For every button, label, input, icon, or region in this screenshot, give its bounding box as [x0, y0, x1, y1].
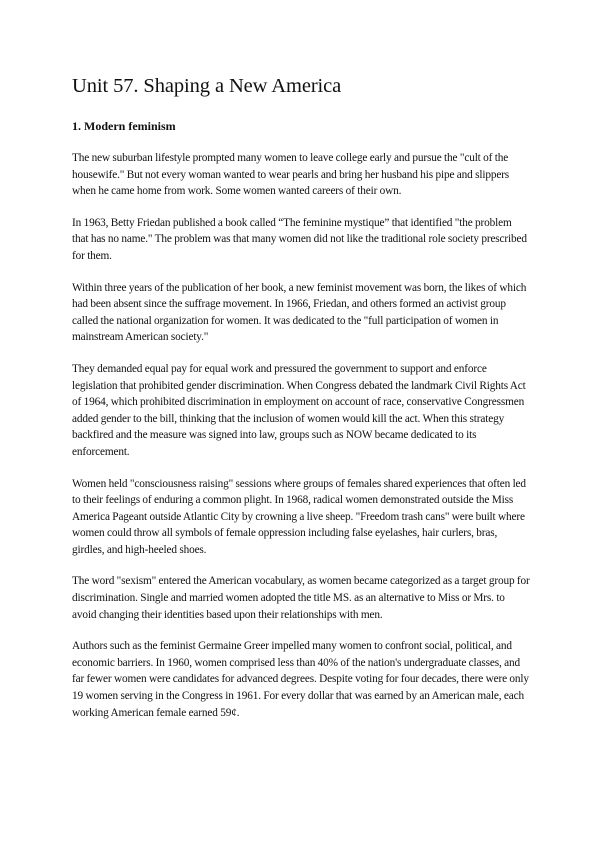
paragraph-greer: Authors such as the feminist Germaine Greer impelled many women to confront social, political, and economic barriers. In 1960, women comprised less than 40% of the nation's undergraduate classes, and far fewer women were candidates for advanced degrees. Despite voting for four decades, there were only 19 women serving in the Congress in 1961. For every dollar that was earned by an American male, each working American female earned 59¢. [72, 640, 529, 719]
paragraph-friedan-book: In 1963, Betty Friedan published a book called “The feminine mystique” that identified "the problem that has no name." The problem was that many women did not like the traditional role society prescribed for them. [72, 216, 527, 262]
paragraph-consciousness-raising: Women held "consciousness raising" sessions where groups of females shared experiences that often led to their feelings of enduring a common plight. In 1968, radical women demonstrated outside the Miss America Pageant outside Atlantic City by crowning a live sheep. "Freedom trash cans" were built where women could throw all symbols of female oppression including false eyelashes, hair curlers, bras, girdles, and high-heeled shoes. [72, 477, 526, 556]
paragraph-feminist-movement: Within three years of the publication of her book, a new feminist movement was born, the likes of which had been absent since the suffrage movement. In 1966, Friedan, and others formed an activist group called the national organization for women. It was dedicated to the "full participation of women in mainstream American society." [72, 281, 527, 344]
section-heading: 1. Modern feminism [72, 119, 176, 133]
page-title: Unit 57. Shaping a New America [72, 75, 342, 97]
document-page [72, 72, 530, 721]
paragraph-sexism: The word "sexism" entered the American vocabulary, as women became categorized as a target group for discrimination. Single and married women adopted the title MS. as an alternative to Miss or Mrs. to avoid changing their identities based upon their relationships with men. [72, 575, 530, 621]
paragraph-housewife: The new suburban lifestyle prompted many women to leave college early and pursue the "cult of the housewife." But not every woman wanted to wear pearls and bring her husband his pipe and slippers when he came home from work. Some women wanted careers of their own. [72, 152, 510, 198]
paragraph-equal-pay: They demanded equal pay for equal work and pressured the government to support and enforce legislation that prohibited gender discrimination. When Congress debated the landmark Civil Rights Act of 1964, which prohibited discrimination in employment on account of race, conservative Congressmen added gender to the bill, thinking that the inclusion of women would kill the act. When this strategy backfired and the measure was signed into law, groups such as NOW became dedicated to its enforcement. [72, 362, 526, 458]
